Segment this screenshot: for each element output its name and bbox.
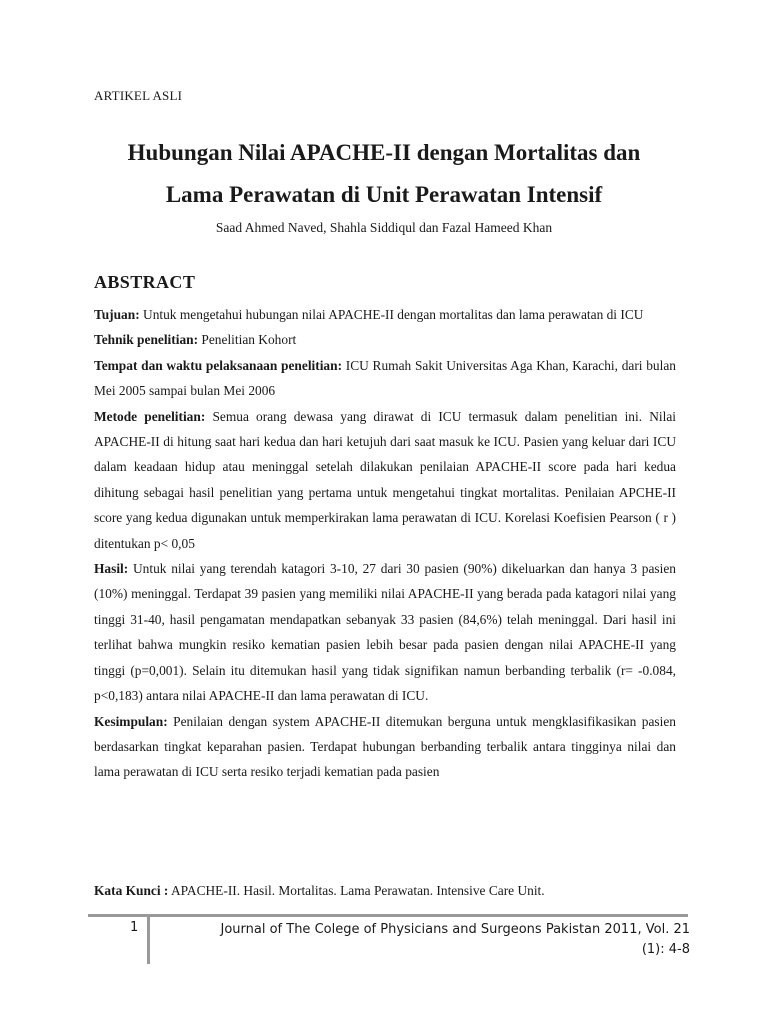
- section-label: Tempat dan waktu pelaksanaan penelitian:: [94, 357, 343, 373]
- section-text: Untuk mengetahui hubungan nilai APACHE-II dengan mortalitas dan lama perawatan di ICU: [139, 307, 644, 322]
- journal-citation-line-2: (1): 4-8: [641, 942, 690, 957]
- abstract-body: [94, 302, 676, 785]
- abstract-section-place-time: [94, 353, 676, 404]
- abstract-section-conclusion: [94, 709, 676, 785]
- abstract-section-methods: [94, 404, 676, 556]
- keywords-label: Kata Kunci :: [94, 883, 169, 898]
- abstract-section-method-type: [94, 327, 676, 352]
- abstract-heading: ABSTRACT: [94, 272, 196, 292]
- section-text: Penelitian Kohort: [198, 332, 297, 348]
- section-label: Tujuan:: [94, 307, 140, 322]
- section-text: Semua orang dewasa yang dirawat di ICU termasuk dalam penelitian ini. Nilai APACHE-II di hitung saat hari kedua dan hari ketujuh dari saat masuk ke ICU. Pasien yang keluar dari ICU dalam keadaan hidup atau meninggal setelah dilakukan penilaian APACHE-II score pada hari kedua dihitung sebagai hasil penelitian yang pertama untuk mengetahui tingkat mortalitas. Penilaian APCHE-II score yang kedua digunakan untuk memperkirakan lama perawatan di ICU. Korelasi Koefisien Pearson ( r ) ditentukan p< 0,05: [94, 408, 677, 551]
- keywords: [94, 883, 676, 899]
- keywords-text: APACHE-II. Hasil. Mortalitas. Lama Perawatan. Intensive Care Unit.: [168, 883, 545, 898]
- abstract-section-results: [94, 556, 676, 708]
- section-label: Hasil:: [94, 561, 129, 577]
- article-type-label: ARTIKEL ASLI: [94, 88, 183, 103]
- section-label: Metode penelitian:: [94, 408, 206, 424]
- footer-vertical-divider: [147, 916, 150, 964]
- author-list: Saad Ahmed Naved, Shahla Siddiqul dan Fazal Hameed Khan: [215, 220, 553, 235]
- page-number: 1: [130, 920, 139, 935]
- footer-divider: [88, 914, 688, 917]
- section-text: Penilaian dengan system APACHE-II ditemukan berguna untuk mengklasifikasikan pasien berdasarkan tingkat keparahan pasien. Terdapat hubungan berbanding terbalik antara tingginya nilai dan lama perawatan di ICU serta resiko terjadi kematian pada pasien: [94, 713, 676, 780]
- article-title: [60, 132, 708, 216]
- section-label: Kesimpulan:: [94, 713, 168, 729]
- section-label: Tehnik penelitian:: [94, 332, 199, 348]
- journal-citation: [160, 920, 690, 960]
- title-line-1: Hubungan Nilai APACHE-II dengan Mortalitas dan: [127, 140, 641, 165]
- abstract-section-objective: [94, 302, 676, 327]
- section-text: Untuk nilai yang terendah katagori 3-10, 27 dari 30 pasien (90%) dikeluarkan dan hanya 3 pasien (10%) meninggal. Terdapat 39 pasien yang memiliki nilai APACHE-II yang berada pada katagori nilai yang tinggi 31-40, hasil pengamatan mendapatkan sebanyak 33 pasien (84,6%) telah meninggal. Dari hasil ini terlihat bahwa mungkin resiko kematian pasien lebih besar pada pasien dengan nilai APACHE-II yang tinggi (p=0,001). Selain itu ditemukan hasil yang tidak signifikan namun berbanding terbalik (r= -0.084, p<0,183) antara nilai APACHE-II dan lama perawatan di ICU.: [94, 561, 676, 704]
- title-line-2: Lama Perawatan di Unit Perawatan Intensif: [165, 182, 603, 207]
- section-text: ICU Rumah Sakit Universitas Aga Khan, Karachi, dari bulan Mei 2005 sampai bulan Mei 2006: [94, 357, 676, 399]
- journal-citation-line-1: Journal of The Colege of Physicians and Surgeons Pakistan 2011, Vol. 21: [220, 922, 690, 937]
